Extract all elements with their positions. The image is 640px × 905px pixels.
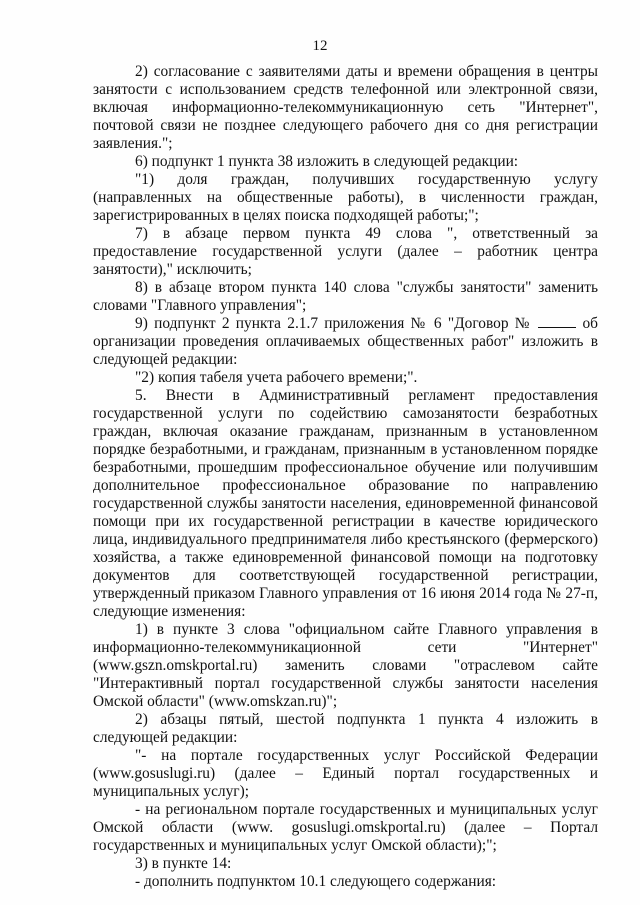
contract-number-blank [538, 315, 576, 328]
paragraph-add-subitem: - дополнить подпунктом 10.1 следующего содержания: [135, 873, 497, 890]
paragraph-item-2-paragraphs: 2) абзацы пятый, шестой подпункта 1 пункта 4 изложить в следующей редакции: [93, 711, 598, 746]
paragraph-amendment-9 [93, 315, 598, 369]
paragraph-amendment-7: 7) в абзаце первом пункта 49 слова ", ответственный за предоставление государственной услуги (далее – работник центра занятости)," исключить; [93, 225, 598, 278]
page-number: 12 [312, 38, 328, 54]
paragraph-item-3: 3) в пункте 14: [135, 855, 232, 872]
paragraph-item-1-site: 1) в пункте 3 слова "официальном сайте Главного управления в информационно-телекоммуникационной сети "Интернет" (www.gszn.omskportal.ru) заменить словами "отраслевом сайте "Интерактивный портал государственной службы занятости населения Омской области" (www.omskzan.ru)"; [93, 621, 598, 710]
paragraph-quote-2: "2) копия табеля учета рабочего времени;". [135, 369, 418, 386]
paragraph-section-5: 5. Внести в Административный регламент предоставления государственной услуги по содействию самозанятости безработных граждан, включая оказание гражданам, признанным в установленном порядке безработными, и гражданам, признанным в установленном порядке безработными, прошедшим профессиональное обучение или получившим дополнительное профессиональное образование по направлению государственной службы занятости населения, единовременной финансовой помощи при их государственной регистрации в качестве юридического лица, индивидуального предпринимателя либо крестьянского (фермерского) хозяйства, а также единовременной финансовой помощи на подготовку документов для соответствующей государственной регистрации, утвержденный приказом Главного управления от 16 июня 2014 года № 27-п, следующие изменения: [93, 387, 598, 620]
paragraph-amendment-9-start: 9) подпункт 2 пункта 2.1.7 приложения № 6 "Договор № [135, 315, 532, 332]
paragraph-amendment-8: 8) в абзаце втором пункта 140 слова "службы занятости" заменить словами "Главного управления"; [93, 279, 598, 314]
paragraph-quote-1: "1) доля граждан, получивших государственную услугу (направленных на общественные работы), в численности граждан, зарегистрированных в целях поиска подходящей работы;"; [93, 171, 598, 224]
paragraph-quote-federal-portal: "- на портале государственных услуг Российской Федерации (www.gosuslugi.ru) (далее – Единый портал государственных и муниципальных услуг); [93, 747, 598, 800]
paragraph-amendment-9-end: об организации проведения оплачиваемых общественных работ" изложить в следующей редакции: [93, 315, 598, 368]
paragraph-item-2-consultation: 2) согласование с заявителями даты и времени обращения в центры занятости с использованием средств телефонной или электронной связи, включая информационно-телекоммуникационную сеть "Интернет", почтовой связи не позднее следующего рабочего дня со дня регистрации заявления."; [93, 63, 598, 152]
document-body [93, 63, 598, 891]
paragraph-amendment-6: 6) подпункт 1 пункта 38 изложить в следующей редакции: [135, 153, 519, 170]
paragraph-regional-portal: - на региональном портале государственных и муниципальных услуг Омской области (www. gosuslugi.omskportal.ru) (далее – Портал государственных и муниципальных услуг Омской области);"; [93, 801, 598, 854]
